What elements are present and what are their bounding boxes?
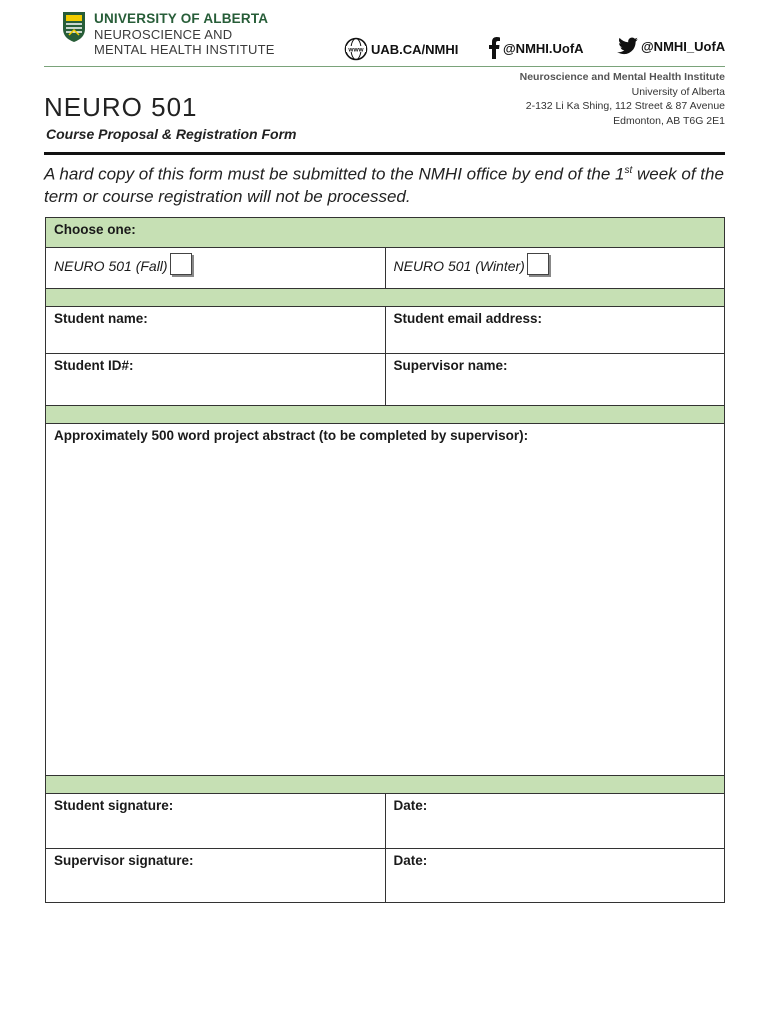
abstract-label: Approximately 500 word project abstract (to be completed by supervisor):: [54, 428, 529, 443]
supervisor-date-field[interactable]: [385, 849, 725, 902]
title-divider: [44, 152, 725, 155]
student-name-field[interactable]: [46, 307, 385, 353]
globe-icon-text: www: [348, 46, 364, 54]
facebook-icon: [488, 37, 500, 59]
supervisor-name-field[interactable]: [385, 354, 725, 405]
address-university: University of Alberta: [631, 86, 725, 98]
header-divider: [44, 66, 725, 67]
twitter-bird-icon: [616, 37, 638, 55]
course-option-row: [46, 248, 724, 289]
address-institute: Neuroscience and Mental Health Institute: [519, 71, 725, 83]
page-title: NEURO 501: [44, 92, 198, 122]
website-url: UAB.CA/NMHI: [371, 41, 459, 57]
registration-form-table: [45, 217, 725, 903]
option-fall[interactable]: [46, 248, 385, 288]
twitter-link[interactable]: [616, 37, 725, 55]
student-name-email-row: [46, 307, 724, 354]
option-fall-label: NEURO 501 (Fall): [54, 258, 168, 274]
submission-notice: [44, 160, 734, 208]
address-street: 2-132 Li Ka Shing, 112 Street & 87 Avenue: [525, 100, 725, 112]
choose-one-row: [46, 218, 724, 248]
supervisor-signature-field[interactable]: [46, 849, 385, 902]
student-id-supervisor-row: [46, 354, 724, 406]
student-id-label: Student ID#:: [54, 358, 134, 373]
green-spacer-row: [46, 406, 724, 424]
student-email-field[interactable]: [385, 307, 725, 353]
student-id-field[interactable]: [46, 354, 385, 405]
winter-checkbox[interactable]: [527, 253, 549, 275]
supervisor-name-label: Supervisor name:: [393, 358, 508, 373]
student-date-field[interactable]: [385, 794, 725, 848]
fall-checkbox[interactable]: [170, 253, 192, 275]
supervisor-date-label: Date:: [393, 853, 428, 868]
student-signature-row: [46, 794, 724, 849]
website-link[interactable]: [344, 37, 458, 61]
address-city: Edmonton, AB T6G 2E1: [613, 115, 725, 127]
option-winter[interactable]: [385, 248, 725, 288]
choose-one-label: Choose one:: [54, 222, 136, 237]
student-signature-label: Student signature:: [54, 798, 174, 813]
notice-text-start: A hard copy of this form must be submitted to the NMHI office by end of the 1: [44, 164, 625, 184]
twitter-handle: @NMHI_UofA: [641, 38, 726, 54]
student-signature-field[interactable]: [46, 794, 385, 848]
facebook-link[interactable]: [488, 37, 584, 59]
university-shield-logo: [62, 11, 86, 43]
abstract-row: [46, 424, 724, 776]
green-spacer-row: [46, 289, 724, 307]
logo-institute-line-2: MENTAL HEALTH INSTITUTE: [94, 42, 275, 57]
option-winter-label: NEURO 501 (Winter): [393, 258, 525, 274]
student-date-label: Date:: [393, 798, 428, 813]
notice-superscript: st: [624, 165, 633, 176]
facebook-handle: @NMHI.UofA: [503, 40, 584, 56]
supervisor-signature-row: [46, 849, 724, 902]
project-abstract-field[interactable]: [46, 424, 724, 775]
student-email-label: Student email address:: [393, 311, 543, 326]
logo-institute-line-1: NEUROSCIENCE AND: [94, 27, 233, 42]
globe-icon: [344, 37, 368, 61]
green-spacer-row: [46, 776, 724, 794]
notice-text-end: week of the term or course registration will not be processed.: [44, 164, 724, 206]
student-name-label: Student name:: [54, 311, 148, 326]
supervisor-signature-label: Supervisor signature:: [54, 853, 194, 868]
form-subtitle: Course Proposal & Registration Form: [46, 126, 297, 142]
logo-university-name: UNIVERSITY OF ALBERTA: [94, 11, 269, 26]
